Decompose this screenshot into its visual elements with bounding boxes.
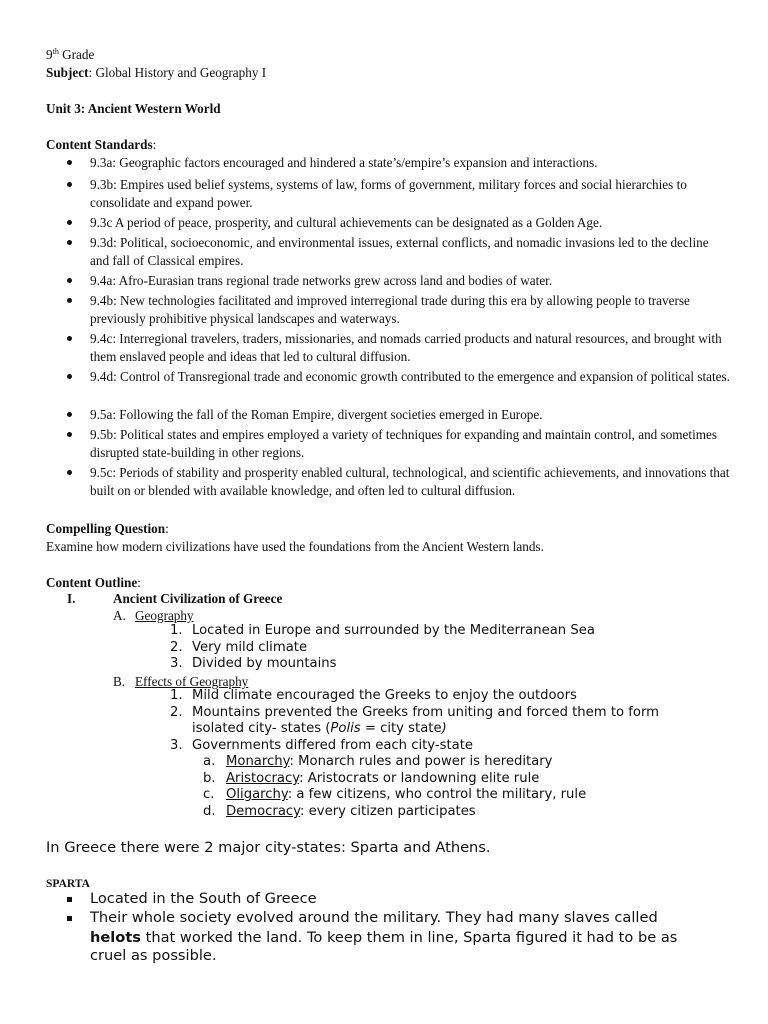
compelling-question-heading-line	[46, 520, 169, 538]
government-definition: : Monarch rules and power is hereditary	[289, 754, 553, 769]
government-definition: : every citizen participates	[300, 804, 476, 819]
bullet-icon	[67, 412, 72, 417]
government-letter: a.	[203, 754, 216, 769]
content-standards-heading-line	[46, 136, 156, 154]
government-type	[226, 771, 539, 788]
content-outline-colon: :	[137, 575, 141, 590]
bullet-icon	[67, 432, 72, 437]
standard-item: 9.4c: Interregional travelers, traders, missionaries, and nomads carried products and natural resources, and brought with them enslaved people and ideas that led to cultural diffusion.	[90, 331, 722, 364]
government-term: Aristocracy	[226, 771, 300, 786]
grade-word: Grade	[62, 47, 95, 62]
government-term: Monarchy	[226, 754, 290, 769]
outline-marker-a: A.	[113, 608, 126, 623]
government-letter: b.	[203, 771, 216, 786]
helots-term: helots	[90, 929, 141, 946]
grade-line	[46, 46, 94, 64]
sparta-heading: SPARTA	[46, 878, 90, 890]
bullet-icon	[67, 160, 72, 165]
content-standards-heading: Content Standards	[46, 137, 153, 152]
sparta-item-continuation: cruel as possible.	[90, 947, 217, 964]
bullet-icon	[67, 220, 72, 225]
section-title: Ancient Civilization of Greece	[113, 591, 283, 606]
bullet-icon	[67, 336, 72, 341]
geography-item: Very mild climate	[192, 640, 308, 655]
standard-item: 9.4d: Control of Transregional trade and economic growth contributed to the emergence and expansion of political states.	[90, 369, 730, 384]
effects-item-number: 3.	[170, 738, 183, 753]
square-bullet-icon	[67, 916, 72, 921]
sparta-item: Located in the South of Greece	[90, 890, 317, 907]
government-definition: : a few citizens, who control the military, rule	[287, 787, 587, 802]
unit-title: Unit 3: Ancient Western World	[46, 101, 221, 116]
bullet-icon	[67, 374, 72, 379]
city-state-definition: = city state	[360, 721, 442, 736]
government-letter: c.	[203, 787, 215, 802]
greece-city-states-line: In Greece there were 2 major city-states: Sparta and Athens.	[46, 839, 491, 856]
effects-item-continuation	[192, 721, 447, 738]
effects-subheading: Effects of Geography	[135, 674, 249, 689]
helots-description: that worked the land. To keep them in line, Sparta figured it had to be as	[140, 929, 678, 946]
closing-paren: )	[441, 721, 447, 736]
bullet-icon	[67, 182, 72, 187]
sparta-item: Their whole society evolved around the military. They had many slaves called	[90, 909, 658, 926]
standard-item: 9.3b: Empires used belief systems, systems of law, forms of government, military forces and social hierarchies to consolidate and expand power.	[90, 177, 687, 210]
grade-number: 9	[46, 47, 53, 62]
government-term: Democracy	[226, 804, 301, 819]
bullet-icon	[67, 298, 72, 303]
government-type	[226, 787, 586, 804]
geography-item: Located in Europe and surrounded by the Mediterranean Sea	[192, 623, 595, 638]
standard-item: 9.5a: Following the fall of the Roman Empire, divergent societies emerged in Europe.	[90, 407, 543, 422]
bullet-icon	[67, 278, 72, 283]
polis-term: Polis	[330, 721, 361, 736]
bullet-icon	[67, 470, 72, 475]
content-outline-heading: Content Outline	[46, 575, 138, 590]
subject-value: : Global History and Geography I	[88, 65, 267, 80]
government-definition: : Aristocrats or landowning elite rule	[299, 771, 540, 786]
subject-label: Subject	[46, 65, 89, 80]
compelling-question-colon: :	[165, 521, 169, 536]
standard-item: 9.4b: New technologies facilitated and improved interregional trade during this era by allowing people to traverse previously prohibitive physical landscapes and waterways.	[90, 293, 690, 326]
standard-item: 9.4a: Afro-Eurasian trans regional trade networks grew across land and bodies of water.	[90, 273, 553, 288]
effects-item: Mountains prevented the Greeks from uniting and forced them to form	[192, 705, 659, 720]
geography-subheading: Geography	[135, 608, 194, 623]
geography-item-number: 3.	[170, 656, 183, 671]
government-type	[226, 754, 552, 771]
standard-item: 9.3a: Geographic factors encouraged and hindered a state’s/empire’s expansion and interactions.	[90, 155, 598, 170]
content-standards-colon: :	[152, 137, 157, 152]
government-term: Oligarchy	[226, 787, 288, 802]
effects-item: Governments differed from each city-state	[192, 738, 474, 753]
sparta-item-continuation	[90, 929, 677, 947]
square-bullet-icon	[67, 897, 72, 902]
geography-item-number: 1.	[170, 623, 183, 638]
compelling-question-text: Examine how modern civilizations have used the foundations from the Ancient Western lands.	[46, 539, 544, 554]
effects-item: Mild climate encouraged the Greeks to enjoy the outdoors	[192, 688, 577, 703]
effects-item-number: 2.	[170, 705, 183, 720]
subject-line	[46, 64, 266, 82]
roman-numeral-marker: I.	[67, 591, 76, 606]
bullet-icon	[67, 240, 72, 245]
standard-item: 9.5b: Political states and empires employed a variety of techniques for expanding and maintain control, and sometimes disrupted state-building in other regions.	[90, 427, 717, 460]
government-type	[226, 804, 476, 821]
grade-superscript: th	[52, 47, 59, 56]
standard-item: 9.5c: Periods of stability and prosperity enabled cultural, technological, and scientific achievements, and innovations that built on or blended with available knowledge, and often led to cultural diffusion.	[90, 465, 730, 498]
outline-marker-b: B.	[113, 674, 126, 689]
standard-item: 9.3d: Political, socioeconomic, and environmental issues, external conflicts, and nomadic invasions led to the decline and fall of Classical empires.	[90, 235, 709, 268]
geography-item-number: 2.	[170, 640, 183, 655]
effects-item-number: 1.	[170, 688, 183, 703]
standard-item: 9.3c A period of peace, prosperity, and cultural achievements can be designated as a Golden Age.	[90, 215, 603, 230]
city-state-text: isolated city- states (	[192, 721, 331, 736]
government-letter: d.	[203, 804, 216, 819]
geography-item: Divided by mountains	[192, 656, 337, 671]
compelling-question-heading: Compelling Question	[46, 521, 166, 536]
